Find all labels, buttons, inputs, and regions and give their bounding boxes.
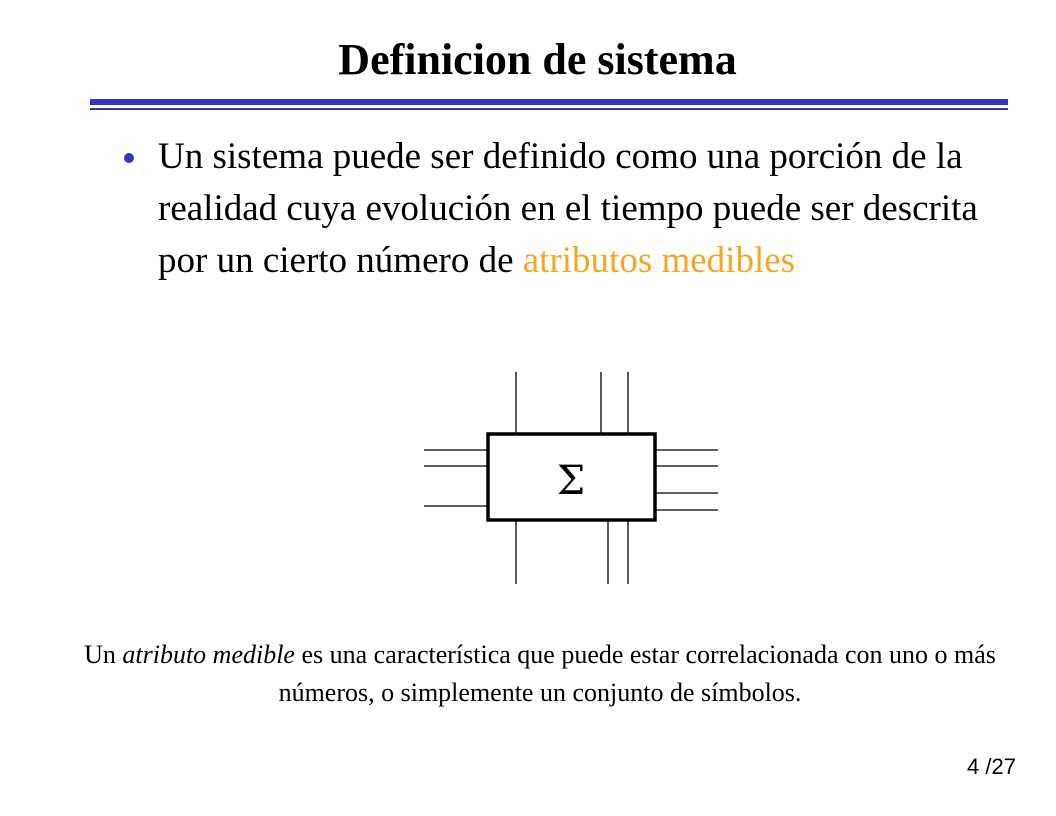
title-underline-thin <box>90 108 1008 110</box>
caption-part2: es una característica que puede estar correlacionada con uno o más números, o simplemente un conjunto de símbolos. <box>278 640 996 707</box>
bullet-marker <box>124 153 134 163</box>
highlighted-term: atributos medibles <box>522 240 796 281</box>
sigma-symbol: Σ <box>556 458 586 504</box>
system-diagram <box>420 368 730 588</box>
caption-part1: Un <box>84 640 123 669</box>
caption-italic-term: atributo medible <box>122 640 295 669</box>
bullet-text-main: Un sistema puede ser definido como una porción de la realidad cuya evolución en el tiempo puede ser descrita por un cierto número de <box>158 136 978 281</box>
page-total: /27 <box>985 754 1016 779</box>
page-current: 4 <box>967 754 980 779</box>
title-underline <box>90 99 1008 105</box>
page-number <box>967 754 1016 780</box>
caption <box>80 636 1000 712</box>
bullet-text <box>158 131 1008 287</box>
slide-title: Definicion de sistema <box>338 35 737 84</box>
